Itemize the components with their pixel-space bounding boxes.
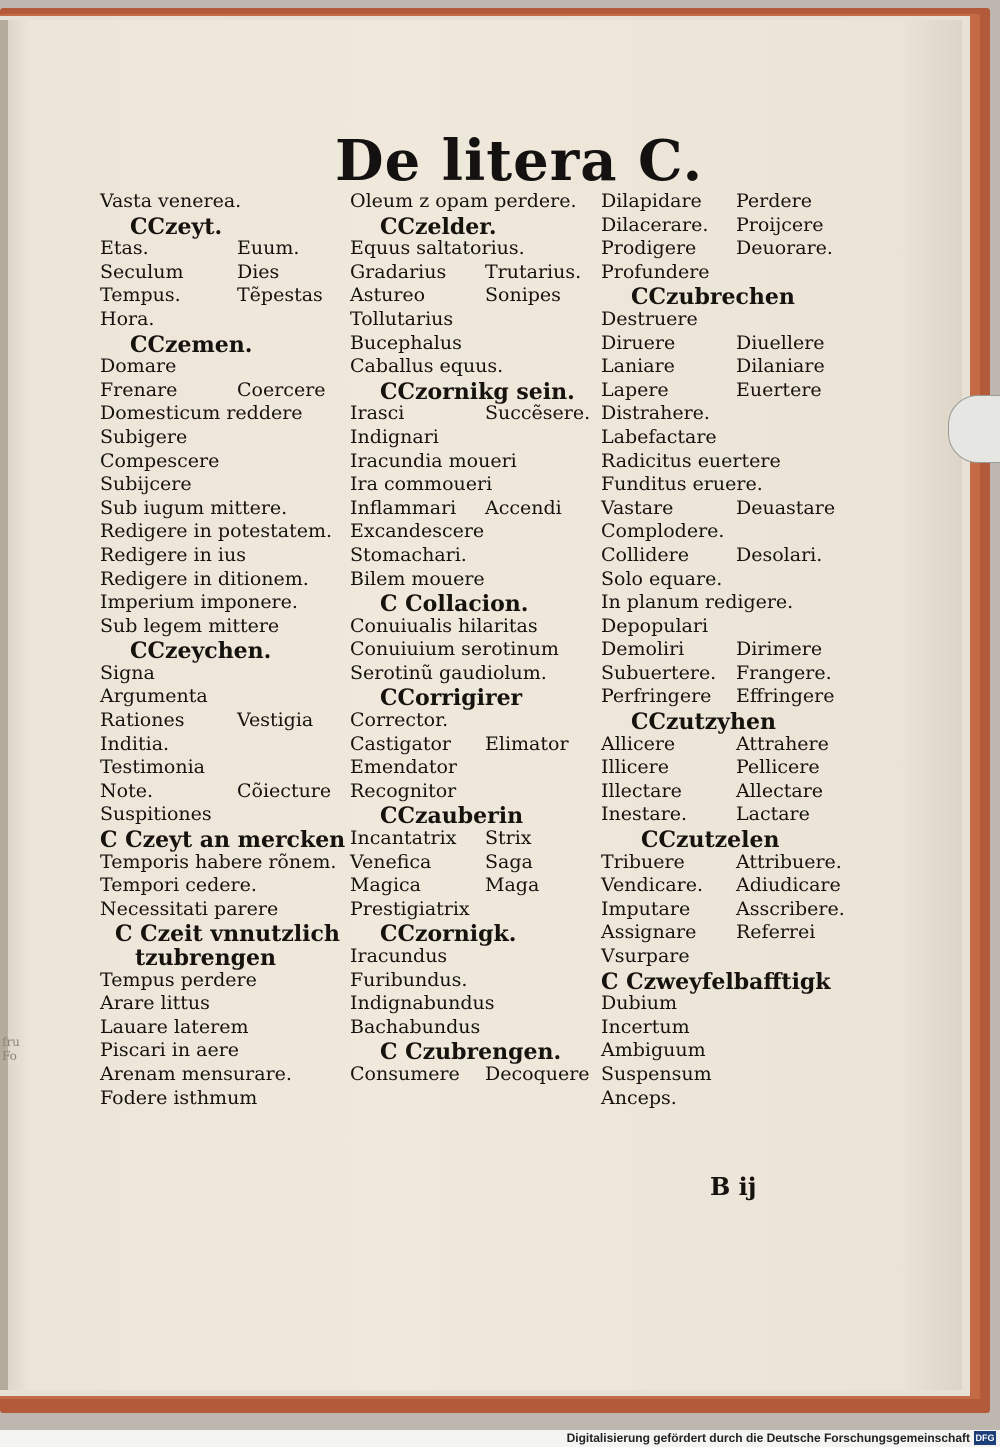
entry-synonym: Vestigia [237, 709, 314, 732]
text-line [350, 332, 595, 356]
marginal-note: fru Fo [2, 1035, 20, 1063]
entry-word: Complodere. [601, 520, 725, 543]
entry-synonym: Deuorare. [736, 237, 833, 260]
entry-word: Sub legem mittere [100, 614, 280, 637]
text-line [601, 568, 846, 592]
entry-word: Lapere [601, 378, 669, 401]
entry-word: Diruere [601, 331, 676, 354]
signature-mark: B ij [710, 1172, 757, 1201]
entry-word: Redigere in ditionem. [100, 567, 309, 590]
entry-word: Incertum [601, 1015, 690, 1038]
entry-word: Prodigere [601, 237, 697, 260]
text-line [601, 851, 846, 875]
entry-synonym: Strix [485, 827, 532, 850]
text-line [100, 685, 345, 709]
text-line [601, 1039, 846, 1063]
entry-synonym: Trutarius. [485, 260, 582, 283]
entry-word: Ira commoueri [350, 473, 493, 496]
text-column-1 [100, 190, 345, 1110]
section-heading: C Czeit vnnutzlich [115, 921, 340, 948]
section-heading: CCzornigk. [380, 921, 517, 948]
text-line [350, 851, 595, 875]
entry-word: Imperium imponere. [100, 591, 298, 614]
text-line [100, 1039, 345, 1063]
entry-word: Radicitus euertere [601, 449, 781, 472]
text-line [350, 379, 595, 403]
entry-word: Dubium [601, 992, 677, 1015]
page-clip [948, 395, 1000, 463]
text-line [100, 851, 345, 875]
text-line [100, 214, 345, 238]
entry-word: Dilapidare [601, 190, 702, 212]
text-line [100, 709, 345, 733]
text-line [100, 591, 345, 615]
text-line [601, 969, 846, 993]
text-line [350, 756, 595, 780]
section-heading: CCorrigirer [380, 685, 523, 712]
section-heading: C Czubrengen. [380, 1039, 562, 1066]
text-line [100, 1016, 345, 1040]
entry-word: Stomachari. [350, 543, 467, 566]
section-heading: C Czeyt an mercken [100, 827, 346, 854]
entry-word: Tempori cedere. [100, 874, 257, 897]
entry-word: Vastare [601, 496, 674, 519]
entry-synonym: Euertere [736, 378, 822, 401]
entry-synonym: Elimator [485, 732, 569, 755]
text-line [601, 450, 846, 474]
entry-word: Solo equare. [601, 567, 723, 590]
entry-synonym: Effringere [736, 685, 835, 708]
text-line [601, 190, 846, 214]
entry-synonym: Attrahere [736, 732, 829, 755]
text-line [100, 780, 345, 804]
entry-word: Vasta venerea. [100, 190, 242, 212]
entry-word: Iracundus [350, 945, 448, 967]
text-line [601, 544, 846, 568]
text-line [601, 709, 846, 736]
text-line [100, 426, 345, 450]
entry-word: Incantatrix [350, 827, 457, 850]
entry-word: Tempus. [100, 284, 181, 307]
entry-word: Profundere [601, 260, 710, 283]
text-line [601, 638, 846, 662]
entry-word: Tempus perdere [100, 968, 257, 991]
text-line [100, 898, 345, 922]
entry-word: Redigere in ius [100, 543, 246, 566]
entry-word: Signa [100, 661, 155, 684]
entry-synonym: Referrei [736, 921, 816, 944]
entry-word: Hora. [100, 307, 155, 330]
text-line [601, 685, 846, 709]
entry-word: Rationes [100, 709, 185, 732]
entry-word: Perfringere [601, 685, 712, 708]
entry-word: Caballus equus. [350, 355, 504, 378]
text-line [100, 473, 345, 497]
footer-bar [0, 1430, 1000, 1447]
entry-word: Indignari [350, 425, 439, 448]
text-line [350, 638, 595, 662]
entry-synonym: Cõiecture [237, 779, 332, 802]
entry-synonym: Pellicere [736, 756, 820, 779]
text-line [601, 803, 846, 827]
page-binding [0, 20, 8, 1390]
entry-word: Necessitati parere [100, 897, 279, 920]
entry-word: Emendator [350, 756, 458, 779]
section-heading: CCzelder. [380, 213, 497, 240]
text-line [100, 638, 345, 665]
entry-synonym: Attribuere. [736, 850, 842, 873]
entry-word: Domare [100, 355, 177, 378]
entry-word: Suspitiones [100, 803, 212, 826]
text-line [350, 921, 595, 948]
text-line [100, 308, 345, 332]
entry-word: Domesticum reddere [100, 402, 303, 425]
text-line [601, 615, 846, 639]
entry-synonym: Decoquere [485, 1062, 590, 1085]
entry-synonym: Sonipes [485, 284, 561, 307]
text-line [601, 780, 846, 804]
entry-word: Sub iugum mittere. [100, 496, 288, 519]
text-line [350, 450, 595, 474]
entry-word: Imputare [601, 897, 691, 920]
entry-word: Fodere isthmum [100, 1086, 258, 1109]
entry-synonym: Diuellere [736, 331, 825, 354]
text-line [350, 874, 595, 898]
text-line [100, 355, 345, 379]
section-heading: CCzeychen. [130, 638, 272, 665]
entry-word: Argumenta [100, 685, 208, 708]
text-line [601, 520, 846, 544]
entry-synonym: Dirimere [736, 638, 823, 661]
text-line [350, 544, 595, 568]
entry-word: Prestigiatrix [350, 897, 470, 920]
entry-word: Testimonia [100, 756, 206, 779]
text-line [601, 237, 846, 261]
entry-word: Corrector. [350, 709, 449, 732]
text-line [350, 827, 595, 851]
entry-word: Funditus eruere. [601, 473, 763, 496]
text-line [100, 284, 345, 308]
text-line [601, 214, 846, 238]
text-line [350, 945, 595, 969]
text-line [601, 473, 846, 497]
text-line [100, 803, 345, 827]
entry-word: Suspensum [601, 1062, 712, 1085]
entry-word: Subijcere [100, 473, 192, 496]
entry-word: Depopulari [601, 614, 709, 637]
entry-synonym: Saga [485, 850, 533, 873]
section-heading: C Czweyfelbafftigk [601, 968, 831, 995]
text-column-3 [601, 190, 846, 1110]
entry-synonym: Euum. [237, 237, 300, 260]
text-line [100, 190, 345, 214]
entry-synonym: Tẽpestas [237, 284, 323, 307]
entry-word: Lauare laterem [100, 1015, 249, 1038]
text-line [100, 945, 345, 969]
entry-word: Tribuere [601, 850, 685, 873]
entry-word: Dilacerare. [601, 213, 709, 236]
entry-word: Serotinũ gaudiolum. [350, 661, 547, 684]
text-line [100, 379, 345, 403]
text-line [100, 1063, 345, 1087]
entry-word: Irasci [350, 402, 405, 425]
entry-synonym: Perdere [736, 190, 812, 212]
text-line [350, 969, 595, 993]
text-line [601, 1087, 846, 1111]
section-heading: CCzubrechen [631, 284, 795, 311]
text-line [350, 402, 595, 426]
entry-word: Venefica [350, 850, 432, 873]
text-line [601, 874, 846, 898]
text-line [601, 497, 846, 521]
entry-word: Temporis habere rõnem. [100, 850, 337, 873]
entry-word: Conuiuium serotinum [350, 638, 559, 661]
entry-word: Oleum z opam perdere. [350, 190, 577, 212]
text-line [350, 591, 595, 618]
text-line [601, 332, 846, 356]
text-line [601, 921, 846, 945]
entry-word: In planum redigere. [601, 591, 794, 614]
entry-word: Distrahere. [601, 402, 710, 425]
entry-word: Indignabundus [350, 992, 495, 1015]
entry-synonym: Adiudicare [736, 874, 841, 897]
page-title: De litera C. [335, 128, 704, 194]
text-line [601, 379, 846, 403]
entry-word: Illectare [601, 779, 682, 802]
entry-word: Compescere [100, 449, 220, 472]
text-line [350, 898, 595, 922]
text-line [100, 520, 345, 544]
entry-word: Subuertere. [601, 661, 717, 684]
text-line [601, 756, 846, 780]
entry-word: Iracundia moueri [350, 449, 517, 472]
text-line [350, 426, 595, 450]
section-heading: CCzutzelen [641, 827, 780, 854]
text-line [100, 969, 345, 993]
text-line [601, 898, 846, 922]
entry-word: Etas. [100, 237, 149, 260]
entry-word: Tollutarius [350, 307, 454, 330]
entry-word: Redigere in potestatem. [100, 520, 333, 543]
section-heading: CCzutzyhen [631, 709, 776, 736]
entry-synonym: Dies [237, 260, 280, 283]
text-line [100, 615, 345, 639]
text-line [601, 261, 846, 285]
entry-word: Illicere [601, 756, 669, 779]
entry-word: Consumere [350, 1062, 460, 1085]
entry-word: Recognitor [350, 779, 457, 802]
text-line [350, 709, 595, 733]
text-line [601, 827, 846, 854]
text-line [100, 261, 345, 285]
entry-word: Conuiualis hilaritas [350, 614, 538, 637]
entry-synonym: Frangere. [736, 661, 832, 684]
text-line [100, 237, 345, 261]
entry-synonym: Desolari. [736, 543, 823, 566]
entry-word: Castigator [350, 732, 451, 755]
entry-synonym: Dilaniare [736, 355, 825, 378]
dfg-logo: DFG [975, 1433, 995, 1443]
entry-synonym: Coercere [237, 378, 326, 401]
text-line [100, 874, 345, 898]
entry-word: Inflammari [350, 496, 457, 519]
text-line [350, 237, 595, 261]
entry-word: Collidere [601, 543, 689, 566]
text-line [601, 402, 846, 426]
entry-word: Laniare [601, 355, 675, 378]
entry-word: Piscari in aere [100, 1039, 240, 1062]
entry-word: Magica [350, 874, 421, 897]
entry-word: Vsurpare [601, 945, 690, 967]
section-heading: CCzemen. [130, 331, 253, 358]
text-line [100, 402, 345, 426]
text-line [601, 308, 846, 332]
text-line [350, 1016, 595, 1040]
entry-synonym: Lactare [736, 803, 810, 826]
text-line [350, 473, 595, 497]
entry-word: Assignare [601, 921, 697, 944]
text-line [350, 308, 595, 332]
text-line [350, 190, 595, 214]
text-line [100, 992, 345, 1016]
entry-word: Astureo [350, 284, 426, 307]
text-line [350, 1039, 595, 1066]
text-line [100, 332, 345, 356]
entry-word: Bucephalus [350, 331, 462, 354]
entry-word: Demoliri [601, 638, 685, 661]
entry-word: Allicere [601, 732, 676, 755]
section-heading: C Collacion. [380, 591, 529, 618]
entry-synonym: Proijcere [736, 213, 824, 236]
text-line [100, 497, 345, 521]
entry-word: Seculum [100, 260, 184, 283]
text-line [601, 992, 846, 1016]
entry-synonym: Allectare [736, 779, 824, 802]
text-line [100, 544, 345, 568]
entry-word: Excandescere [350, 520, 485, 543]
entry-word: Gradarius [350, 260, 447, 283]
entry-word: Labefactare [601, 425, 717, 448]
entry-word: Inditia. [100, 732, 170, 755]
entry-word: Ambiguum [601, 1039, 706, 1062]
text-line [601, 733, 846, 757]
entry-word: Subigere [100, 425, 188, 448]
entry-word: Note. [100, 779, 153, 802]
entry-word: Arenam mensurare. [100, 1062, 292, 1085]
entry-synonym: Maga [485, 874, 540, 897]
text-line [350, 1063, 595, 1087]
text-line [350, 568, 595, 592]
text-line [601, 426, 846, 450]
entry-word: Bilem mouere [350, 567, 485, 590]
entry-synonym: Accendi [485, 496, 562, 519]
entry-word: Inestare. [601, 803, 688, 826]
entry-word: Furibundus. [350, 968, 468, 991]
text-line [100, 827, 346, 854]
text-line [350, 803, 595, 830]
footer-credit: Digitalisierung gefördert durch die Deutsche Forschungsgemeinschaft [566, 1431, 970, 1445]
entry-synonym: Asscribere. [736, 897, 845, 920]
text-line [601, 284, 846, 311]
text-line [350, 662, 595, 686]
text-line [100, 1087, 345, 1111]
entry-word: Arare littus [100, 992, 210, 1015]
text-line [601, 945, 846, 969]
section-heading: CCzeyt. [130, 213, 223, 240]
section-heading: CCzauberin [380, 803, 524, 830]
text-line [350, 497, 595, 521]
text-line [350, 992, 595, 1016]
entry-word: Bachabundus [350, 1015, 481, 1038]
entry-word: Vendicare. [601, 874, 704, 897]
text-line [350, 685, 595, 712]
text-line [350, 733, 595, 757]
text-line [601, 1063, 846, 1087]
text-line [350, 615, 595, 639]
text-line [601, 355, 846, 379]
entry-word: Anceps. [601, 1086, 677, 1109]
text-line [350, 214, 595, 238]
text-line [350, 261, 595, 285]
text-line [601, 591, 846, 615]
text-line [601, 1016, 846, 1040]
text-line [350, 520, 595, 544]
text-line [100, 921, 345, 948]
text-line [100, 568, 345, 592]
text-line [100, 662, 345, 686]
text-line [601, 662, 846, 686]
text-column-2 [350, 190, 595, 1087]
entry-word: Frenare [100, 378, 178, 401]
section-heading: CCzornikg sein. [380, 378, 575, 405]
text-line [100, 450, 345, 474]
text-line [350, 780, 595, 804]
entry-synonym: Deuastare [736, 496, 836, 519]
entry-word: Destruere [601, 307, 698, 330]
entry-synonym: Succẽsere. [485, 402, 591, 425]
entry-word: Equus saltatorius. [350, 237, 525, 260]
text-line [100, 733, 345, 757]
section-heading: tzubrengen [135, 945, 276, 971]
text-line [100, 756, 345, 780]
text-line [350, 355, 595, 379]
text-line [350, 284, 595, 308]
